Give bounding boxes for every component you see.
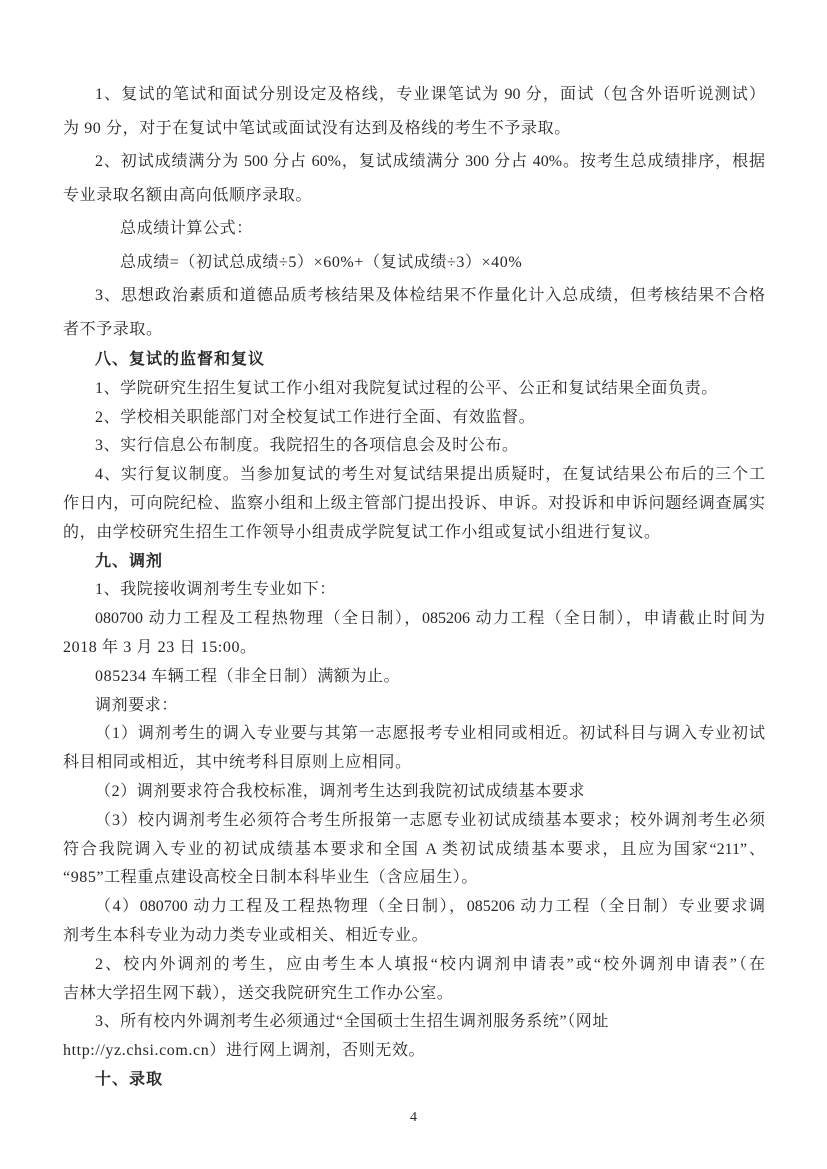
document-line: （4）080700 动力工程及工程热物理（全日制），085206 动力工程（全日制）专业要求调 <box>95 898 765 916</box>
document-line: 1、学院研究生招生复试工作小组对我院复试过程的公平、公正和复试结果全面负责。 <box>95 379 718 397</box>
document-line: 3、思想政治素质和道德品质考核结果及体检结果不作量化计入总成绩，但考核结果不合格 <box>95 287 765 304</box>
document-line: （1）调剂考生的调入专业要与其第一志愿报考专业相同或相近。初试科目与调入专业初试 <box>95 725 765 743</box>
section-heading-review-supervision: 八、复试的监督和复议 <box>95 351 266 368</box>
document-line: 1、我院接收调剂考生专业如下： <box>95 581 337 599</box>
document-line: （2）调剂要求符合我校标准，调剂考生达到我院初试成绩基本要求 <box>95 782 586 800</box>
document-line: 3、所有校内外调剂考生必须通过“全国硕士生招生调剂服务系统”（网址 <box>95 1013 610 1031</box>
section-heading-admission: 十、录取 <box>95 1070 164 1088</box>
document-line: 2、初试成绩满分为 500 分占 60%，复试成绩满分 300 分占 40%。按考生总成绩排序，根据 <box>95 153 765 170</box>
document-line: 080700 动力工程及工程热物理（全日制），085206 动力工程（全日制），申请截止时间为 <box>95 610 765 628</box>
section-scoring-rules <box>63 78 765 346</box>
document-line: “985”工程重点建设高校全日制本科毕业生（含应届生）。 <box>63 869 479 887</box>
adjustment-service-url-line: http://yz.chsi.com.cn）进行网上调剂，否则无效。 <box>63 1042 426 1060</box>
document-line: 2、学校相关职能部门对全校复试工作进行全面、有效监督。 <box>95 408 536 426</box>
section-supervision-adjustment <box>63 346 765 1095</box>
document-line: 剂考生本科专业为动力类专业或相关、相近专业。 <box>63 926 429 944</box>
total-score-formula-line: 总成绩=（初试总成绩÷5）×60%+（复试成绩÷3）×40% <box>120 253 523 271</box>
document-line: 者不予录取。 <box>63 320 163 338</box>
document-line: 2、校内外调剂的考生，应由考生本人填报“校内调剂申请表”或“校外调剂申请表”（在 <box>95 955 765 973</box>
section-heading-adjustment: 九、调剂 <box>95 552 164 570</box>
formula-label-line: 总成绩计算公式： <box>120 220 253 237</box>
document-line: 的，由学校研究生招生工作领导小组责成学院复试工作小组或复试小组进行复议。 <box>63 523 661 541</box>
document-line: 1、复试的笔试和面试分别设定及格线，专业课笔试为 90 分，面试（包含外语听说测试） <box>95 86 765 103</box>
document-line: 4、实行复议制度。当参加复试的考生对复试结果提出质疑时，在复试结果公布后的三个工 <box>95 466 765 484</box>
document-line: 符合我院调入专业的初试成绩基本要求和全国 A 类初试成绩基本要求，且应为国家“211”、 <box>63 840 765 858</box>
document-line: 吉林大学招生网下载），送交我院研究生工作办公室。 <box>63 984 454 1002</box>
document-line: 专业录取名额由高向低顺序录取。 <box>63 186 313 204</box>
document-line: 2018 年 3 月 23 日 15:00。 <box>63 638 257 656</box>
document-line: 科目相同或相近，其中统考科目原则上应相同。 <box>63 754 412 772</box>
document-line: 为 90 分，对于在复试中笔试或面试没有达到及格线的考生不予录取。 <box>63 119 571 137</box>
page-number: 4 <box>410 1110 417 1125</box>
document-line: 085234 车辆工程（非全日制）满额为止。 <box>95 667 401 685</box>
document-line: 3、实行信息公布制度。我院招生的各项信息会及时公布。 <box>95 437 519 455</box>
document-line: 调剂要求： <box>95 696 179 714</box>
document-line: （3）校内调剂考生必须符合考生所报第一志愿专业初试成绩基本要求；校外调剂考生必须 <box>95 811 765 829</box>
document-line: 作日内，可向院纪检、监察小组和上级主管部门提出投诉、申诉。对投诉和申诉问题经调查属实 <box>63 494 765 512</box>
